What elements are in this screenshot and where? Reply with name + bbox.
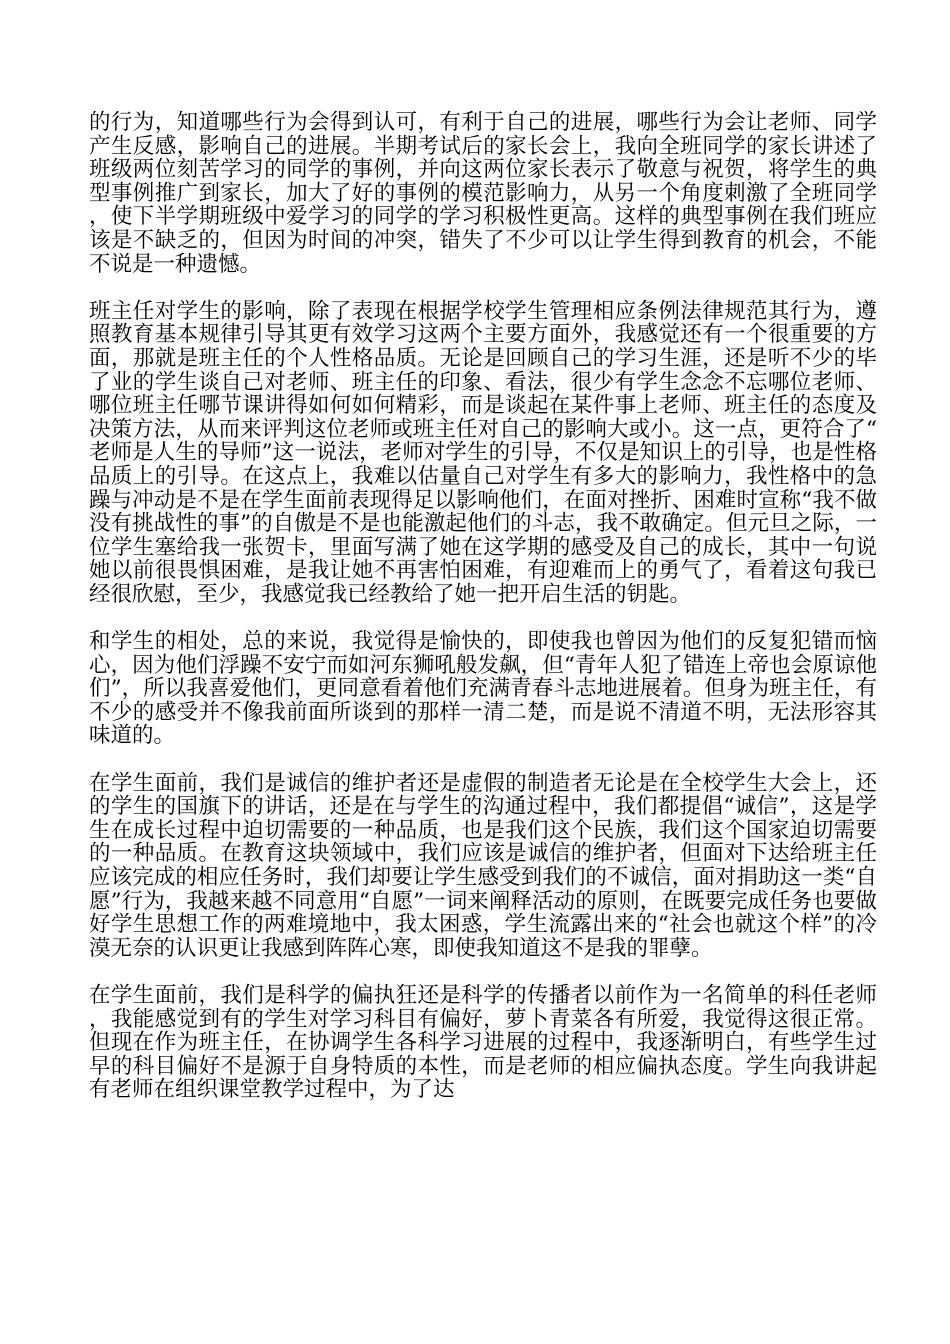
paragraph-4: 在学生面前，我们是诚信的维护者还是虚假的制造者无论是在全校学生大会上，还的学生的国旗下的讲话，还是在与学生的沟通过程中，我们都提倡“诚信”，这是学生在成长过程中迫切需要的一种品质，也是我们这个民族，我们这个国家迫切需要的一种品质。在教育这块领域中，我们应该是诚信的维护者，但面对下达给班主任应该完成的相应任务时，我们却要让学生感受到我们的不诚信，面对捐助这一类“自愿”行为，我越来越不同意用“自愿”一词来阐释活动的原则，在既要完成任务也要做好学生思想工作的两难境地中，我太困惑，学生流露出来的“社会也就这个样”的冷漠无奈的认识更让我感到阵阵心寒，即使我知道这不是我的罪孽。 [89, 770, 877, 961]
document-page [89, 111, 877, 1126]
paragraph-2: 班主任对学生的影响，除了表现在根据学校学生管理相应条例法律规范其行为，遵照教育基本规律引导其更有效学习这两个主要方面外，我感觉还有一个很重要的方面，那就是班主任的个人性格品质。无论是回顾自己的学习生涯，还是听不少的毕了业的学生谈自己对老师、班主任的印象、看法，很少有学生念念不忘哪位老师、哪位班主任哪节课讲得如何如何精彩，而是谈起在某件事上老师、班主任的态度及决策方法，从而来评判这位老师或班主任对自己的影响大或小。这一点，更符合了“老师是人生的导师”这一说法，老师对学生的引导，不仅是知识上的引导，也是性格品质上的引导。在这点上，我难以估量自己对学生有多大的影响力，我性格中的急躁与冲动是不是在学生面前表现得足以影响他们，在面对挫折、困难时宣称“我不做没有挑战性的事”的自傲是不是也能激起他们的斗志，我不敢确定。但元旦之际，一位学生塞给我一张贺卡，里面写满了她在这学期的感受及自己的成长，其中一句说她以前很畏惧困难，是我让她不再害怕困难，有迎难而上的勇气了，看着这句我已经很欣慰，至少，我感觉我已经教给了她一把开启生活的钥匙。 [89, 298, 877, 607]
paragraph-3: 和学生的相处，总的来说，我觉得是愉快的，即使我也曾因为他们的反复犯错而恼心，因为他们浮躁不安宁而如河东狮吼般发飙，但“青年人犯了错连上帝也会原谅他们”，所以我喜爱他们，更同意看着他们充满青春斗志地进展着。但身为班主任，有不少的感受并不像我前面所谈到的那样一清二楚，而是说不清道不明，无法形容其味道的。 [89, 629, 877, 749]
paragraph-5: 在学生面前，我们是科学的偏执狂还是科学的传播者以前作为一名简单的科任老师，我能感觉到有的学生对学习科目有偏好，萝卜青菜各有所爱，我觉得这很正常。但现在作为班主任，在协调学生各科学习进展的过程中，我逐渐明白，有些学生过早的科目偏好不是源于自身特质的本性，而是老师的相应偏执态度。学生向我讲起有老师在组织课堂教学过程中，为了达 [89, 982, 877, 1103]
paragraph-1: 的行为，知道哪些行为会得到认可，有利于自己的进展，哪些行为会让老师、同学产生反感，影响自己的进展。半期考试后的家长会上，我向全班同学的家长讲述了班级两位刻苦学习的同学的事例，并向这两位家长表示了敬意与祝贺，将学生的典型事例推广到家长，加大了好的事例的模范影响力，从另一个角度刺激了全班同学，使下半学期班级中爱学习的同学的学习积极性更高。这样的典型事例在我们班应该是不缺乏的，但因为时间的冲突，错失了不少可以让学生得到教育的机会，不能不说是一种遗憾。 [89, 110, 877, 277]
